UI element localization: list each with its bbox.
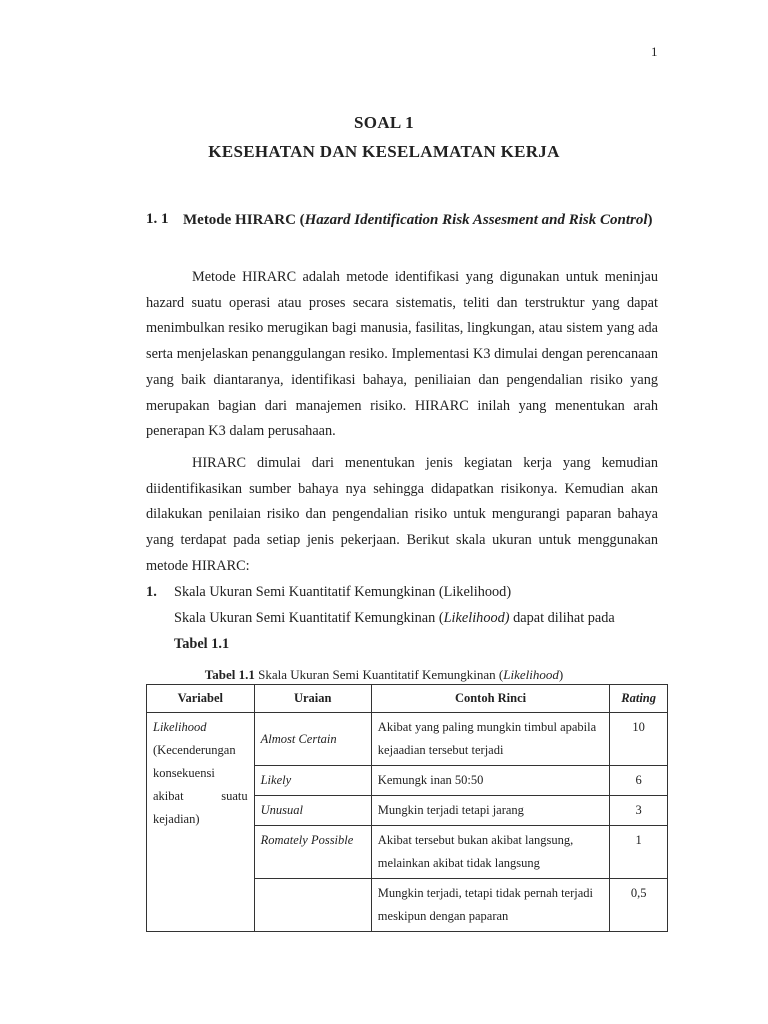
contoh-cell: Akibat tersebut bukan akibat langsung, melainkan akibat tidak langsung (371, 826, 610, 879)
document-subtitle: KESEHATAN DAN KESELAMATAN KERJA (208, 142, 560, 161)
header-contoh-rinci: Contoh Rinci (371, 685, 610, 713)
uraian-cell: Almost Certain (254, 713, 371, 766)
section-number: 1. 1 (146, 211, 169, 227)
rating-cell: 6 (610, 766, 668, 796)
list-number: 1. (146, 584, 157, 600)
contoh-cell: Mungkin terjadi, tetapi tidak pernah terjadi meskipun dengan paparan (371, 879, 610, 932)
uraian-cell: Unusual (254, 796, 371, 826)
list-description: Skala Ukuran Semi Kuantitatif Kemungkinan (Likelihood) dapat dilihat pada (174, 610, 615, 626)
document-title: SOAL 1 (354, 113, 414, 132)
rating-cell: 3 (610, 796, 668, 826)
header-uraian: Uraian (254, 685, 371, 713)
variable-cell: Likelihood (Kecenderungan konsekuensi akibat suatu kejadian) (147, 713, 255, 932)
table-caption: Tabel 1.1 Skala Ukuran Semi Kuantitatif Kemungkinan (Likelihood) (204, 667, 564, 682)
list-heading: Skala Ukuran Semi Kuantitatif Kemungkinan (Likelihood) (174, 584, 512, 600)
contoh-cell: Mungkin terjadi tetapi jarang (371, 796, 610, 826)
section-heading: Metode HIRARC (Hazard Identification Risk Assesment and Risk Control) (183, 212, 653, 228)
contoh-cell: Kemungk inan 50:50 (371, 766, 610, 796)
rating-cell: 10 (610, 713, 668, 766)
uraian-cell: Romately Possible (254, 826, 371, 879)
rating-cell: 1 (610, 826, 668, 879)
header-rating: Rating (610, 685, 668, 713)
uraian-cell: Likely (254, 766, 371, 796)
rating-cell: 0,5 (610, 879, 668, 932)
likelihood-table (146, 684, 668, 932)
table-reference: Tabel 1.1 (174, 636, 230, 652)
table-header-row (147, 685, 668, 713)
table-row (147, 713, 668, 766)
contoh-cell: Akibat yang paling mungkin timbul apabila kejaadian tersebut terjadi (371, 713, 610, 766)
page-number: 1 (651, 44, 658, 59)
paragraph-1: Metode HIRARC adalah metode identifikasi yang digunakan untuk meninjau hazard suatu operasi atau proses secara sistematis, teliti dan terstruktur yang dapat menimbulkan resiko merugikan bagi manusia, fasilitas, lingkungan, atau sistem yang ada serta menjelaskan penanggulangan resiko. Implementasi K3 dimulai dengan perencanaan yang baik diantaranya, identifikasi bahaya, peniliaian dan pengendalian risiko yang merupakan bagian dari manajemen risiko. HIRARC inilah yang menentukan arah penerapan K3 dalam perusahaan. (146, 269, 658, 440)
paragraph-2: HIRARC dimulai dari menentukan jenis kegiatan kerja yang kemudian diidentifikasikan sumber bahaya nya sehingga didapatkan risikonya. Kemudian akan dilakukan penilaian risiko dan pengendalian risiko untuk mengurangi paparan bahaya yang terdapat pada setiap jenis pekerjaan. Berikut skala ukuran untuk menggunakan metode HIRARC: (146, 455, 658, 574)
uraian-cell (254, 879, 371, 932)
header-variabel: Variabel (147, 685, 255, 713)
